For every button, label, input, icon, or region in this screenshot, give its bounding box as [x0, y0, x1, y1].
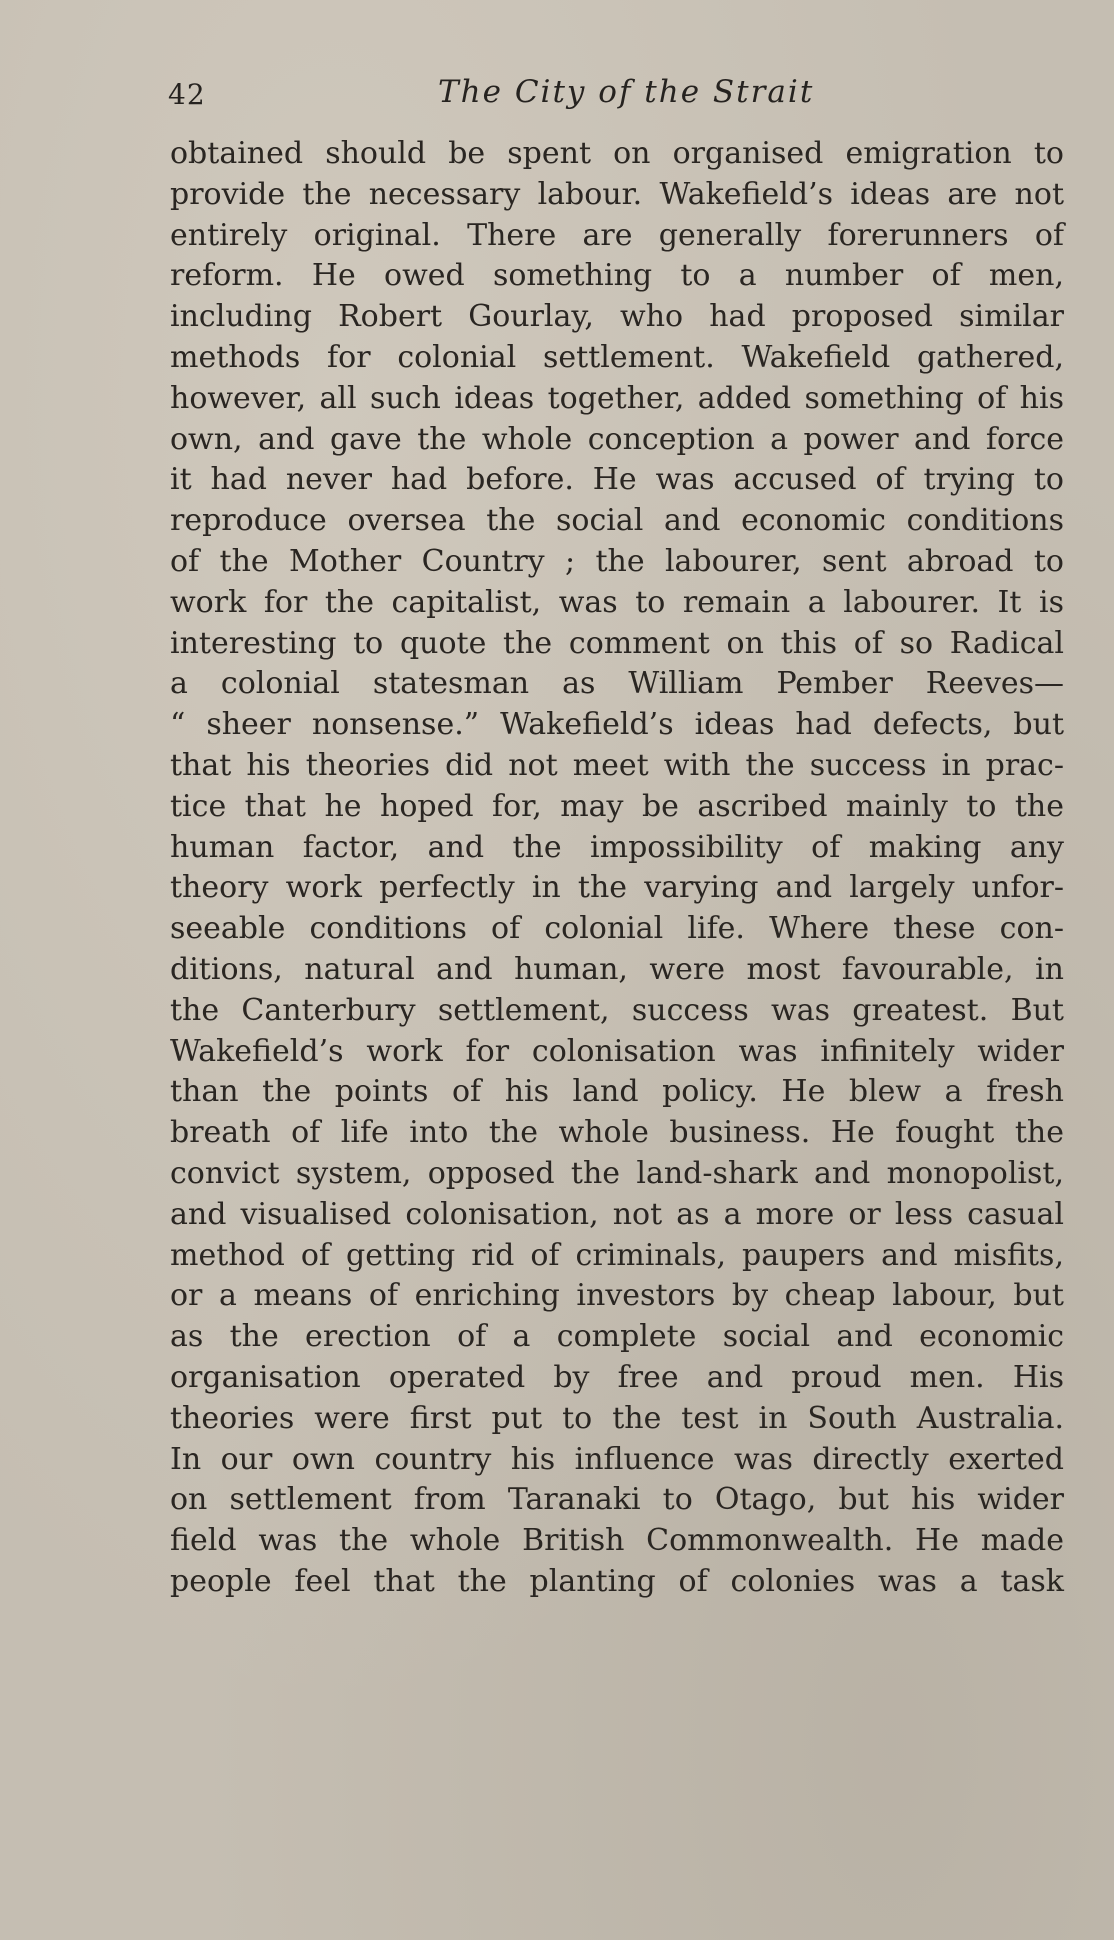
- text-line: entirely original. There are generally forerunners of: [170, 217, 1064, 253]
- text-line: breath of life into the whole business. He fought the: [170, 1115, 1064, 1151]
- text-line: of the Mother Country ; the labourer, sent abroad to: [170, 543, 1064, 579]
- text-line: Wakefield’s work for colonisation was infinitely wider: [170, 1033, 1064, 1069]
- text-line: interesting to quote the comment on this of so Radical: [170, 625, 1064, 661]
- text-line: method of getting rid of criminals, paupers and misfits,: [170, 1237, 1064, 1273]
- text-line: the Canterbury settlement, success was greatest. But: [170, 992, 1064, 1028]
- body-text: [170, 134, 1064, 1603]
- running-title: The City of the Strait: [438, 74, 815, 110]
- text-line: as the erection of a complete social and economic: [170, 1319, 1064, 1355]
- text-line: that his theories did not meet with the success in prac-: [170, 747, 1064, 783]
- text-line: theories were first put to the test in South Australia.: [170, 1400, 1064, 1436]
- text-line: on settlement from Taranaki to Otago, but his wider: [170, 1482, 1064, 1518]
- text-line: or a means of enriching investors by cheap labour, but: [170, 1278, 1064, 1314]
- text-line: than the points of his land policy. He blew a fresh: [170, 1074, 1064, 1110]
- text-line: methods for colonial settlement. Wakefield gathered,: [170, 339, 1064, 375]
- text-line: obtained should be spent on organised emigration to: [170, 136, 1064, 171]
- text-line: own, and gave the whole conception a power and force: [170, 421, 1064, 457]
- text-line: and visualised colonisation, not as a more or less casual: [170, 1196, 1064, 1232]
- text-line: reform. He owed something to a number of men,: [170, 258, 1064, 294]
- text-line: work for the capitalist, was to remain a labourer. It is: [170, 584, 1064, 620]
- text-line: including Robert Gourlay, who had proposed similar: [170, 299, 1064, 335]
- text-line: provide the necessary labour. Wakefield’s ideas are not: [170, 176, 1064, 212]
- text-line: it had never had before. He was accused of trying to: [170, 462, 1064, 498]
- text-line: “ sheer nonsense.” Wakefield’s ideas had defects, but: [170, 707, 1064, 743]
- text-line: human factor, and the impossibility of making any: [170, 829, 1064, 865]
- text-line: however, all such ideas together, added something of his: [170, 380, 1064, 416]
- text-line: reproduce oversea the social and economic conditions: [170, 503, 1064, 539]
- page-number: 42: [168, 78, 206, 111]
- text-line: ditions, natural and human, were most favourable, in: [170, 951, 1064, 987]
- text-line: organisation operated by free and proud men. His: [170, 1359, 1064, 1395]
- text-line: theory work perfectly in the varying and largely unfor-: [170, 870, 1064, 906]
- text-line: people feel that the planting of colonies was a task: [170, 1563, 1064, 1599]
- text-line: seeable conditions of colonial life. Where these con-: [170, 911, 1064, 947]
- text-line: a colonial statesman as William Pember Reeves—: [170, 666, 1064, 702]
- text-line: In our own country his influence was directly exerted: [170, 1441, 1064, 1477]
- text-line: field was the whole British Commonwealth. He made: [170, 1523, 1064, 1559]
- page-header: [168, 74, 1064, 120]
- text-line: tice that he hoped for, may be ascribed mainly to the: [170, 788, 1064, 824]
- text-line: convict system, opposed the land-shark and monopolist,: [170, 1155, 1064, 1191]
